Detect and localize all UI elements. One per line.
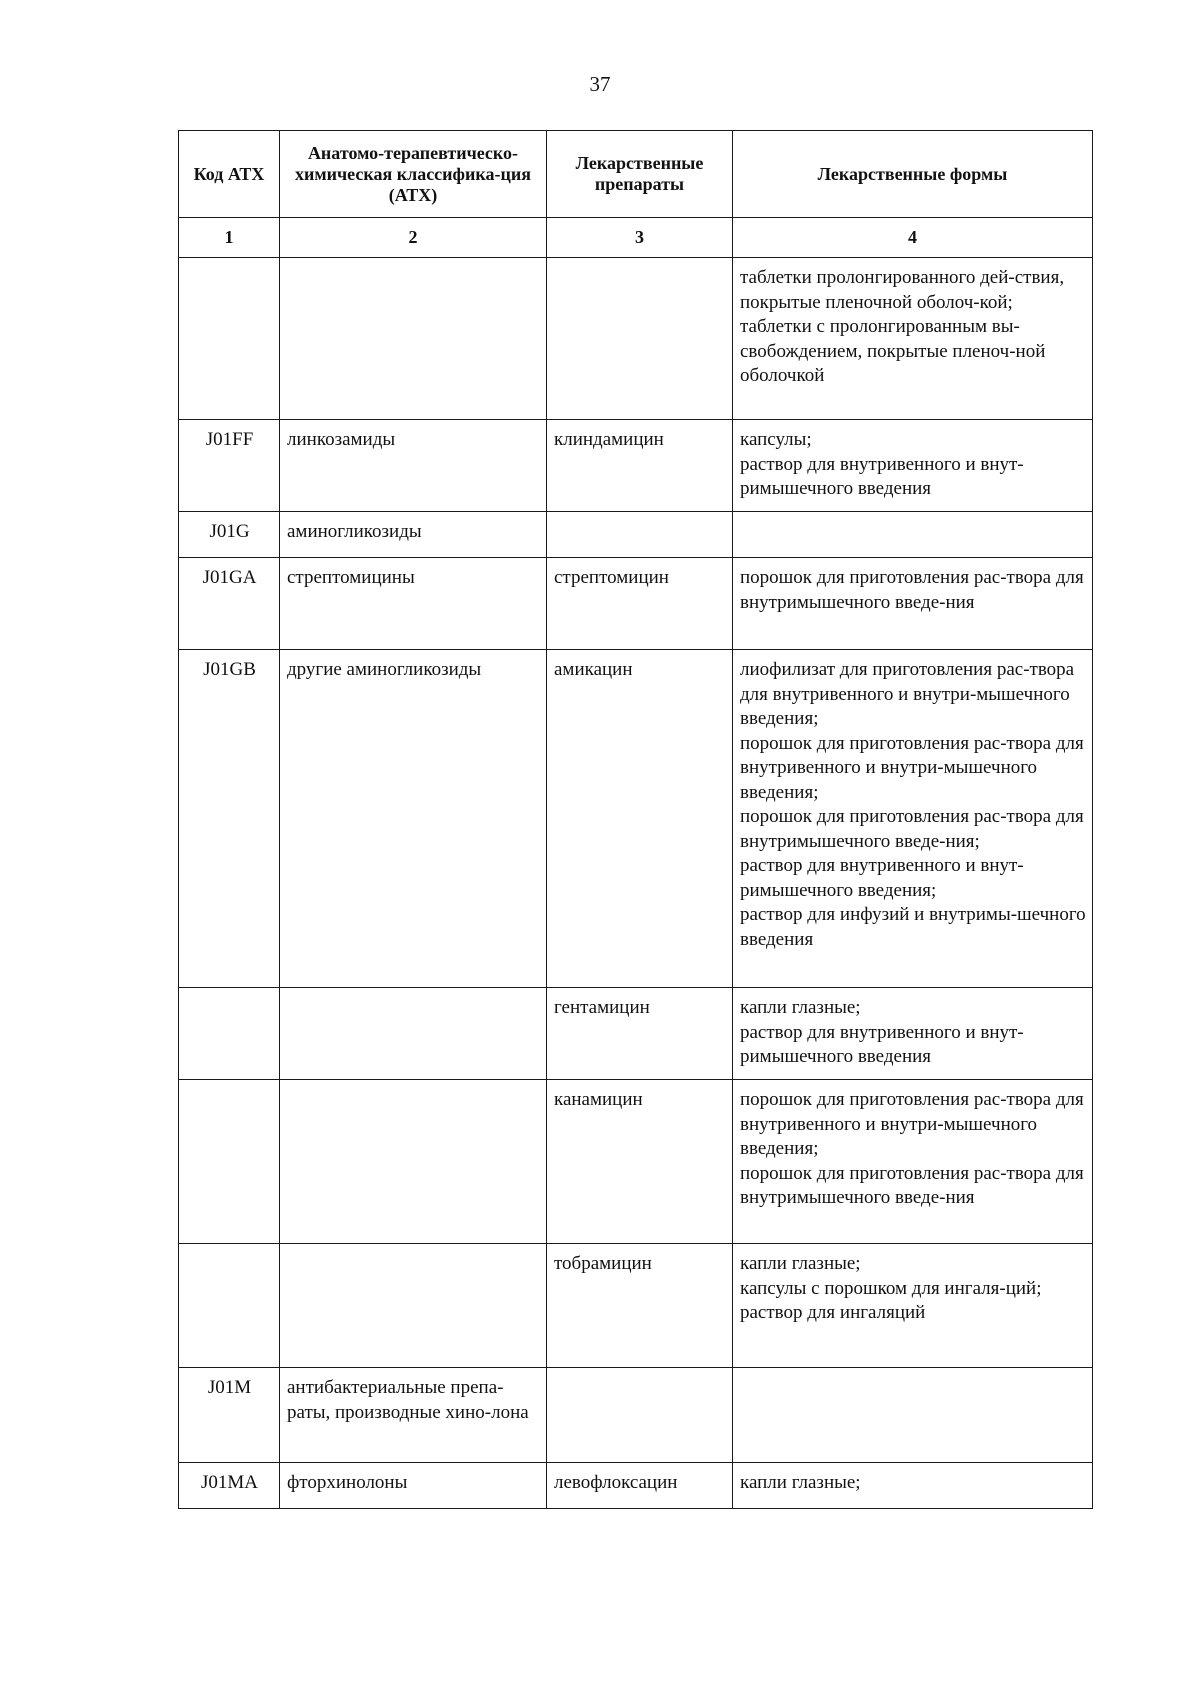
table-row: [179, 258, 1093, 420]
drug-cell: гентамицин: [547, 988, 733, 1080]
drug-cell: левофлоксацин: [547, 1463, 733, 1509]
atx-code-cell: [179, 1244, 280, 1368]
drug-cell: тобрамицин: [547, 1244, 733, 1368]
classification-cell: фторхинолоны: [280, 1463, 547, 1509]
table-row: [179, 558, 1093, 650]
page-number: 37: [589, 72, 611, 96]
classification-cell: [280, 1244, 547, 1368]
classification-cell: стрептомицины: [280, 558, 547, 650]
table-row: [179, 1463, 1093, 1509]
dosage-forms-cell: [733, 1368, 1093, 1463]
classification-cell: аминогликозиды: [280, 512, 547, 558]
atx-code-cell: [179, 258, 280, 420]
drug-cell: стрептомицин: [547, 558, 733, 650]
atx-code-cell: J01MA: [179, 1463, 280, 1509]
classification-cell: другие аминогликозиды: [280, 650, 547, 988]
drug-cell: амикацин: [547, 650, 733, 988]
drug-cell: [547, 1368, 733, 1463]
dosage-forms-cell: капли глазные;: [733, 1463, 1093, 1509]
table-row: [179, 1368, 1093, 1463]
dosage-forms-cell: порошок для приготовления рас-твора для внутримышечного введе-ния: [733, 558, 1093, 650]
table-header-row: [179, 131, 1093, 218]
table-row: [179, 512, 1093, 558]
dosage-forms-cell: [733, 512, 1093, 558]
atx-code-cell: [179, 988, 280, 1080]
atx-code-cell: J01GA: [179, 558, 280, 650]
atx-code-cell: J01M: [179, 1368, 280, 1463]
classification-cell: [280, 988, 547, 1080]
drug-cell: [547, 512, 733, 558]
drug-cell: клиндамицин: [547, 420, 733, 512]
column-number-4: 4: [733, 218, 1093, 258]
classification-cell: [280, 1080, 547, 1244]
header-dosage-forms: Лекарственные формы: [733, 131, 1093, 218]
atx-code-cell: J01GB: [179, 650, 280, 988]
table-row: [179, 1244, 1093, 1368]
dosage-forms-cell: порошок для приготовления рас-твора для внутривенного и внутри-мышечного введения; порошок для приготовления рас-твора для внутримышечного введе-ния: [733, 1080, 1093, 1244]
dosage-forms-cell: лиофилизат для приготовления рас-твора для внутривенного и внутри-мышечного введения; порошок для приготовления рас-твора для внутривенного и внутри-мышечного введения; порошок для приготовления рас-твора для внутримышечного введе-ния; раствор для внутривенного и внут-римышечного введения; раствор для инфузий и внутримы-шечного введения: [733, 650, 1093, 988]
header-drugs: Лекарственные препараты: [547, 131, 733, 218]
dosage-forms-cell: капли глазные; раствор для внутривенного и внут-римышечного введения: [733, 988, 1093, 1080]
classification-cell: антибактериальные препа-раты, производные хино-лона: [280, 1368, 547, 1463]
header-atx-classification: Анатомо-терапевтическо-химическая классифика-ция (АТХ): [280, 131, 547, 218]
column-number-2: 2: [280, 218, 547, 258]
dosage-forms-cell: таблетки пролонгированного дей-ствия, покрытые пленочной оболоч-кой; таблетки с пролонгированным вы-свобождением, покрытые пленоч-ной оболочкой: [733, 258, 1093, 420]
atx-code-cell: [179, 1080, 280, 1244]
dosage-forms-cell: капли глазные; капсулы с порошком для ингаля-ций; раствор для ингаляций: [733, 1244, 1093, 1368]
column-number-row: [179, 218, 1093, 258]
column-number-3: 3: [547, 218, 733, 258]
atx-code-cell: J01FF: [179, 420, 280, 512]
table-row: [179, 420, 1093, 512]
table-row: [179, 1080, 1093, 1244]
column-number-1: 1: [179, 218, 280, 258]
classification-cell: [280, 258, 547, 420]
dosage-forms-cell: капсулы; раствор для внутривенного и внут-римышечного введения: [733, 420, 1093, 512]
drug-cell: канамицин: [547, 1080, 733, 1244]
atx-code-cell: J01G: [179, 512, 280, 558]
table-row: [179, 988, 1093, 1080]
table-row: [179, 650, 1093, 988]
atx-drug-table: [178, 130, 1093, 1509]
classification-cell: линкозамиды: [280, 420, 547, 512]
header-atx-code: Код АТХ: [179, 131, 280, 218]
drug-cell: [547, 258, 733, 420]
